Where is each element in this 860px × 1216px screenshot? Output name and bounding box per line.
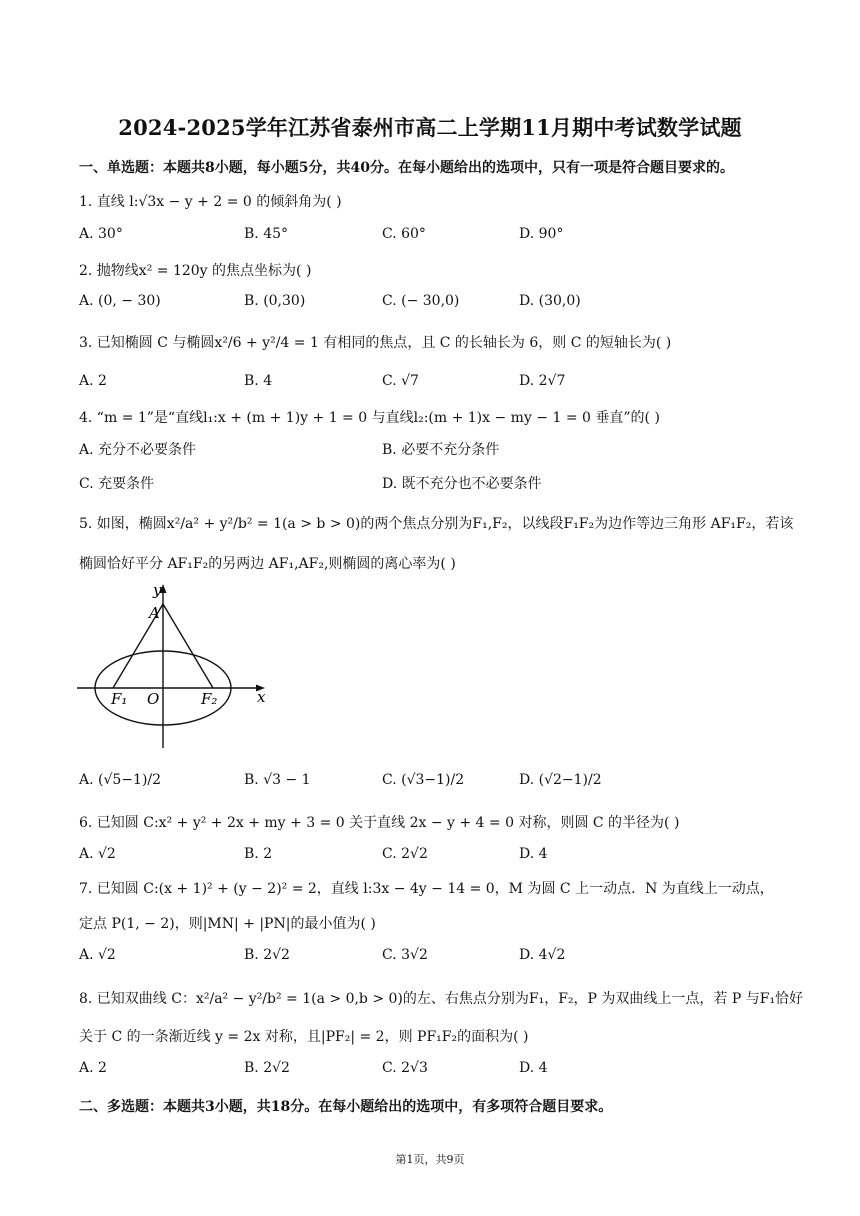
question-1-stem: 1. 直线 l:√3x − y + 2 = 0 的倾斜角为( ): [79, 194, 342, 210]
question-4-options-row2: [79, 473, 799, 493]
option-c[interactable]: C. (− 30,0): [382, 293, 460, 309]
option-b[interactable]: B. (0,30): [244, 293, 306, 309]
page-footer: 第1页，共9页: [395, 1153, 465, 1166]
question-2-stem: 2. 抛物线x² = 120y 的焦点坐标为( ): [79, 263, 312, 279]
label-a: A: [149, 604, 160, 622]
question-3-options: [79, 373, 799, 393]
option-b[interactable]: B. 45°: [244, 226, 289, 242]
option-a[interactable]: A. √2: [79, 846, 116, 862]
question-5-options: [79, 772, 799, 792]
ellipse-triangle-figure: [75, 582, 275, 754]
option-c[interactable]: C. 3√2: [382, 947, 428, 963]
option-d[interactable]: D. 4√2: [519, 947, 566, 963]
question-5-stem-line1: 5. 如图，椭圆x²/a² + y²/b² = 1(a > b > 0)的两个焦点分别为F₁,F₂，以线段F₁F₂为边作等边三角形 AF₁F₂，若该: [79, 516, 794, 532]
option-a[interactable]: A. √2: [79, 947, 116, 963]
option-d[interactable]: D. 2√7: [519, 373, 566, 389]
question-6-options: [79, 846, 799, 866]
option-d[interactable]: D. (30,0): [519, 293, 581, 309]
question-3-stem: 3. 已知椭圆 C 与椭圆x²/6 + y²/4 = 1 有相同的焦点，且 C 的长轴长为 6，则 C 的短轴长为( ): [79, 335, 672, 351]
option-b[interactable]: B. 2√2: [244, 1060, 290, 1076]
option-c[interactable]: C. 充要条件: [79, 476, 155, 492]
question-8-options: [79, 1060, 799, 1080]
option-a[interactable]: A. 30°: [79, 226, 123, 242]
label-o: O: [147, 690, 160, 708]
label-f1: F₁: [111, 690, 128, 708]
option-a[interactable]: A. 充分不必要条件: [79, 442, 197, 458]
option-d[interactable]: D. (√2−1)/2: [519, 772, 602, 788]
question-7-stem-line2: 定点 P(1, − 2)，则|MN| + |PN|的最小值为( ): [79, 916, 376, 932]
question-1-options: [79, 226, 799, 246]
option-d[interactable]: D. 4: [519, 1060, 548, 1076]
section-heading-multi-choice: 二、多选题：本题共3小题，共18分。在每小题给出的选项中，有多项符合题目要求。: [79, 1099, 613, 1115]
question-4-stem: 4. “m = 1”是“直线l₁:x + (m + 1)y + 1 = 0 与直线l₂:(m + 1)x − my − 1 = 0 垂直”的( ): [79, 410, 660, 426]
option-c[interactable]: C. 2√2: [382, 846, 428, 862]
option-c[interactable]: C. 60°: [382, 226, 426, 242]
option-b[interactable]: B. 必要不充分条件: [382, 442, 500, 458]
label-y: y: [153, 582, 162, 599]
question-8-stem-line1: 8. 已知双曲线 C：x²/a² − y²/b² = 1(a > 0,b > 0)的左、右焦点分别为F₁，F₂，P 为双曲线上一点，若 P 与F₁恰好: [79, 991, 804, 1007]
label-f2: F₂: [201, 690, 218, 708]
option-b[interactable]: B. 2: [244, 846, 273, 862]
option-a[interactable]: A. 2: [79, 1060, 107, 1076]
option-a[interactable]: A. (√5−1)/2: [79, 772, 162, 788]
option-a[interactable]: A. (0, − 30): [79, 293, 161, 309]
option-a[interactable]: A. 2: [79, 373, 107, 389]
option-c[interactable]: C. 2√3: [382, 1060, 428, 1076]
question-2-options: [79, 293, 799, 313]
option-d[interactable]: D. 4: [519, 846, 548, 862]
option-b[interactable]: B. 2√2: [244, 947, 290, 963]
question-4-options-row1: [79, 439, 799, 459]
question-7-options: [79, 947, 799, 967]
option-d[interactable]: D. 既不充分也不必要条件: [382, 476, 542, 492]
option-c[interactable]: C. √7: [382, 373, 419, 389]
question-8-stem-line2: 关于 C 的一条渐近线 y = 2x 对称，且|PF₂| = 2，则 PF₁F₂的面积为( ): [79, 1029, 529, 1045]
option-c[interactable]: C. (√3−1)/2: [382, 772, 465, 788]
question-6-stem: 6. 已知圆 C:x² + y² + 2x + my + 3 = 0 关于直线 2x − y + 4 = 0 对称，则圆 C 的半径为( ): [79, 815, 680, 831]
question-7-stem-line1: 7. 已知圆 C:(x + 1)² + (y − 2)² = 2，直线 l:3x − 4y − 14 = 0，M 为圆 C 上一动点．N 为直线上一动点，: [79, 881, 774, 897]
option-b[interactable]: B. 4: [244, 373, 273, 389]
label-x: x: [257, 688, 266, 706]
option-d[interactable]: D. 90°: [519, 226, 564, 242]
question-5-stem-line2: 椭圆恰好平分 AF₁F₂的另两边 AF₁,AF₂,则椭圆的离心率为( ): [79, 556, 456, 572]
section-heading-single-choice: 一、单选题：本题共8小题，每小题5分，共40分。在每小题给出的选项中，只有一项是符合题目要求的。: [79, 160, 734, 176]
page-title: 2024-2025学年江苏省泰州市高二上学期11月期中考试数学试题: [118, 115, 742, 140]
option-b[interactable]: B. √3 − 1: [244, 772, 311, 788]
